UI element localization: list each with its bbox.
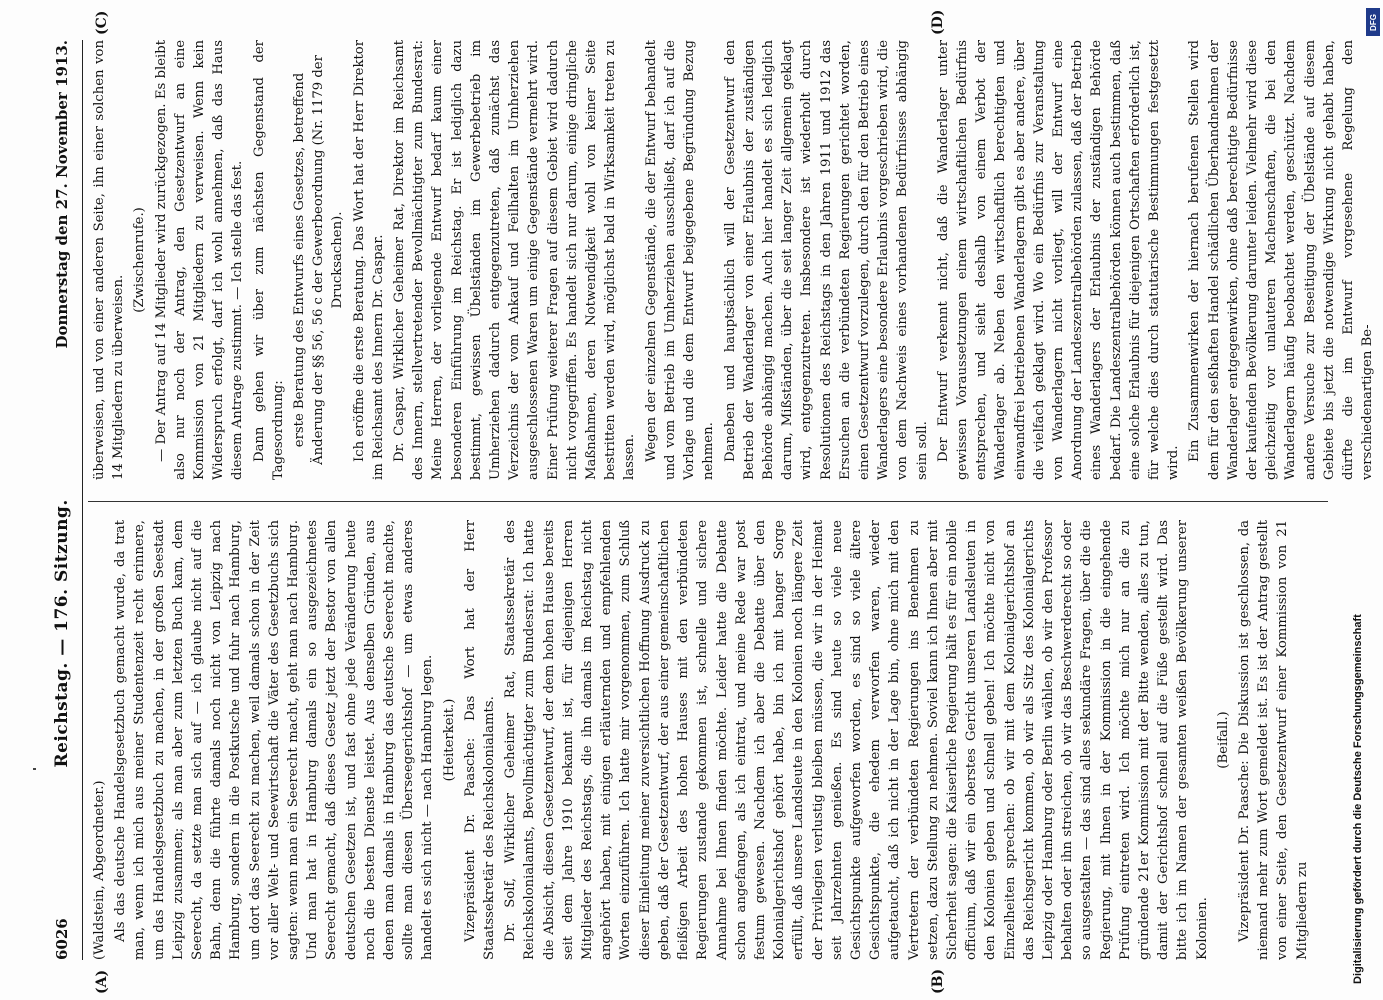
page-header <box>42 40 82 960</box>
paragraph: Vizepräsident Dr. Paasche: Das Wort hat der Herr Staatssekretär des Reichskolonialamts. <box>462 520 498 960</box>
column-divider <box>88 501 1328 502</box>
paragraph: Dann gehen wir über zum nächsten Gegenstand der Tagesordnung: <box>251 40 286 480</box>
margin-marker-d: (D) <box>930 9 946 35</box>
page-number: 6026 <box>53 918 71 960</box>
paragraph: — Der Antrag auf 14 Mitglieder wird zurückgezogen. Es bleibt also nur noch der Antrag, den Gesetzentwurf an eine Kommission von 21 Mitgliedern zu verweisen. Wenn kein Widerspruch erfolgt, darf ich wohl annehmen, daß das Haus diesem Antrage zustimmt. — Ich stelle das fest. <box>153 40 246 480</box>
margin-marker-b: (B) <box>930 968 946 994</box>
session-title: Reichstag. — 176. Sitzung. <box>52 499 72 768</box>
digitization-credit <box>1352 10 1374 990</box>
centered-note: (Heiterkeit.) <box>441 698 457 782</box>
paragraph: Der Entwurf verkennt nicht, daß die Wanderlager unter gewissen Voraussetzungen einem wirtschaftlichen Bedürfnis entsprechen, und sieht deshalb von einem Verbot der Wanderlager ab. Neben den wirtschaftlich berechtigten und einwandfrei betriebenen Wanderlagern gibt es aber andere, über die vielfach geklagt wird. Wo ein Bedürfnis zur Veranstaltung von Wanderlagern nicht vorliegt, will der Entwurf eine Anordnung der Landeszentralbehörden zulassen, daß der Betrieb eines Wanderlagers der Erlaubnis der zuständigen Behörde bedarf. Die Landeszentralbehörden können auch bestimmen, daß eine solche Erlaubnis für diejenigen Ortschaften erforderlich ist, für welche dies durch statutarische Bestimmungen festgesetzt wird. <box>935 40 1182 480</box>
paragraph: Vizepräsident Dr. Paasche: Die Diskussion ist geschlossen, da niemand mehr zum Wort gemeldet ist. Es ist der Antrag gestellt von einer Seite, den Gesetzentwurf einer Kommission von 21 Mitgliedern zu <box>1236 520 1310 960</box>
credit-text: Digitalisierung gefördert durch die Deutsche Forschungsgemeinschaft <box>1352 614 1364 984</box>
paragraph: (Waldstein, Abgeordneter.) <box>92 780 107 960</box>
paragraph: Dr. Caspar, Wirklicher Geheimer Rat, Direktor im Reichsamt des Innern, stellvertretender Bevollmächtigter zum Bundesrat: Meine Herren, der vorliegende Entwurf bedarf kaum einer besonderen Einführung im Reichstag. Er ist lediglich dazu bestimmt, gewissen Übelständen im Gewerbebetrieb im Umherziehen dadurch entgegenzutreten, daß zunächst das Verzeichnis der vom Ankauf und Feilhalten im Umherziehen ausgeschlossenen Waren um einige Gegenstände vermehrt wird. Einer Prüfung weiterer Fragen auf diesem Gebiet wird dadurch nicht vorgegriffen. Es handelt sich nur darum, einige dringliche Maßnahmen, deren Notwendigkeit wohl von keiner Seite bestritten werden wird, möglichst bald in Wirksamkeit treten zu lassen. <box>392 40 638 480</box>
centered-note: (Beifall.) <box>1215 711 1231 769</box>
margin-marker-c: (C) <box>94 10 110 35</box>
paragraph: Ich eröffne die erste Beratung. Das Wort hat der Herr Direktor im Reichsamt des Innern Dr. Caspar. <box>351 40 386 480</box>
right-column <box>90 40 1379 480</box>
session-date: Donnerstag den 27. November 1913. <box>53 40 71 349</box>
paragraph: Dr. Solf, Wirklicher Geheimer Rat, Staatssekretär des Reichskolonialamts, Bevollmächtigter zum Bundesrat: Ich hatte die Absicht, diesen Gesetzentwurf, der dem hohen Hause bereits seit dem Jahre 1910 bekannt ist, für diejenigen Herren Mitglieder des Reichstags, die ihn damals im Reichstag nicht angehört haben, mit einigen erläuternden und empfehlenden Worten einzuführen. Ich hatte mir vorgenommen, zum Schluß dieser Einleitung meiner zuversichtlichen Hoffnung Ausdruck zu geben, daß der Gesetzentwurf, der aus einer gemeinschaftlichen fleißigen Arbeit des hohen Hauses mit den verbündeten Regierungen zustande gekommen ist, schnelle und sichere Annahme bei Ihnen finden möchte. Leider hatte die Debatte schon angefangen, als ich eintrat, und meine Rede war post festum gewesen. Nachdem ich aber die Debatte über den Kolonialgerichtshof gehört habe, bin ich mit banger Sorge erfüllt, daß unsere Landsleute in den Kolonien noch längere Zeit der Privilegien verlustig bleiben müssen, die wir in der Heimat seit Jahrzehnten genießen. Es sind heute so viele neue Gesichtspunkte aufgeworfen worden, es sind so viele ältere Gesichtspunkte, die ehedem verworfen waren, wieder aufgetaucht, daß ich nicht in der Lage bin, ohne mich mit den Vertretern der verbündeten Regierungen ins Benehmen zu setzen, dazu Stellung zu nehmen. Soviel kann ich Ihnen aber mit Sicherheit sagen: die Kaiserliche Regierung hält es für ein nobile officium, daß wir ein oberstes Gericht unseren Landsleuten in den Kolonien geben und schnell geben! Ich möchte nicht von Einzelheiten sprechen: ob wir mit dem Kolonialgerichtshof an das Reichsgericht kommen, ob wir als Sitz des Kolonialgerichts Leipzig oder Hamburg oder Berlin wählen, ob wir den Professor behalten oder ihn streichen, ob wir das Beschwerderecht so oder so ausgestalten — das sind alles sekundäre Fragen, über die die Regierung, mit Ihnen in der Kommission in die eingehende Prüfung eintreten wird. Ich möchte mich nur an die zu gründende 21er Kommission mit der Bitte wenden, alles zu tun, damit der Gerichtshof schnell auf die Füße gestellt wird. Das bitte ich im Namen der gesamten weißen Bevölkerung unserer Kolonien. <box>503 520 1210 960</box>
paragraph: Als das deutsche Handelsgesetzbuch gemacht wurde, da trat man, wenn ich mich aus meiner Studentenzeit recht erinnere, um das Handelsgesetzbuch zu machen, in der großen Seestadt Leipzig zusammen; als man aber zum letzten Buch kam, dem Seerecht, da setzte man sich auf — ich glaube nicht auf die Bahn, denn die führte damals noch nicht von Leipzig nach Hamburg, sondern in die Postkutsche und fuhr nach Hamburg, um dort das Seerecht zu machen, weil damals schon in der Zeit vor aller Welt- und Seewirtschaft die Väter des Gesetzbuchs sich sagten: wenn man ein Seerecht macht, geht man nach Hamburg. Und man hat in Hamburg damals ein so ausgezeichnetes Seerecht gemacht, daß dieses Gesetz jetzt der Bestor von allen deutschen Gesetzen ist, und fast ohne jede Veränderung heute noch die besten Dienste leistet. Aus denselben Gründen, aus denen man damals in Hamburg das deutsche Seerecht machte, sollte man diesen Überseegerichtshof — um etwas anderes handelt es sich nicht — nach Hamburg legen. <box>113 520 436 960</box>
header-rule <box>82 40 83 960</box>
margin-marker-a: (A) <box>94 969 110 994</box>
paragraph: Daneben und hauptsächlich will der Gesetzentwurf den Betrieb der Wanderlager von einer Erlaubnis der zuständigen Behörde abhängig machen. Auch hier handelt es sich lediglich darum, Mißständen, über die seit langer Zeit allgemein geklagt wird, entgegenzutreten. Insbesondere ist wiederholt durch Resolutionen des Reichstags in den Jahren 1911 und 1912 das Ersuchen an die verbündeten Regierungen gerichtet worden, einen Gesetzentwurf vorzulegen, durch den für den Betrieb eines Wanderlagers eine besondere Erlaubnis vorgeschrieben wird, die von dem Nachweis eines vorhandenen Bedürfnisses abhängig sein soll. <box>722 40 930 480</box>
dfg-logo <box>1366 8 1380 36</box>
left-column <box>90 520 1314 960</box>
paragraph: überweisen, und von einer anderen Seite, ihn einer solchen von 14 Mitgliedern zu überweisen. <box>92 40 127 480</box>
paragraph: Wegen der einzelnen Gegenstände, die der Entwurf behandelt und vom Betrieb im Umherziehen ausschließt, darf ich auf die Vorlage und die dem Entwurf beigegebene Begründung Bezug nehmen. <box>643 40 717 480</box>
paragraph: Ein Zusammenwirken der hiernach berufenen Stellen wird dem für den seßhaften Handel schädlichen Überhandnehmen der Wanderlager entgegenwirken, ohne daß berechtigte Bedürfnisse der kaufenden Bevölkerung darunter leiden. Vielmehr wird diese gleichzeitig vor unlauteren Machenschaften, die bei den Wanderlagern häufig beobachtet werden, geschützt. Nachdem andere Versuche zur Beseitigung der Übelstände auf diesem Gebiete bis jetzt die notwendige Wirkung nicht gehabt haben, dürfte die im Entwurf vorgesehene Regelung den verschiedenartigen Be- <box>1187 40 1376 480</box>
centered-note: (Zwischenrufe.) <box>132 207 148 313</box>
centered-note: erste Beratung des Entwurfs eines Gesetzes, betreffend Änderung der §§ 56, 56 c der Gewerbeordnung (Nr. 1179 der Drucksachen). <box>292 55 346 465</box>
dfg-logo-text: DFG <box>1368 13 1378 31</box>
stray-mark <box>33 768 36 770</box>
